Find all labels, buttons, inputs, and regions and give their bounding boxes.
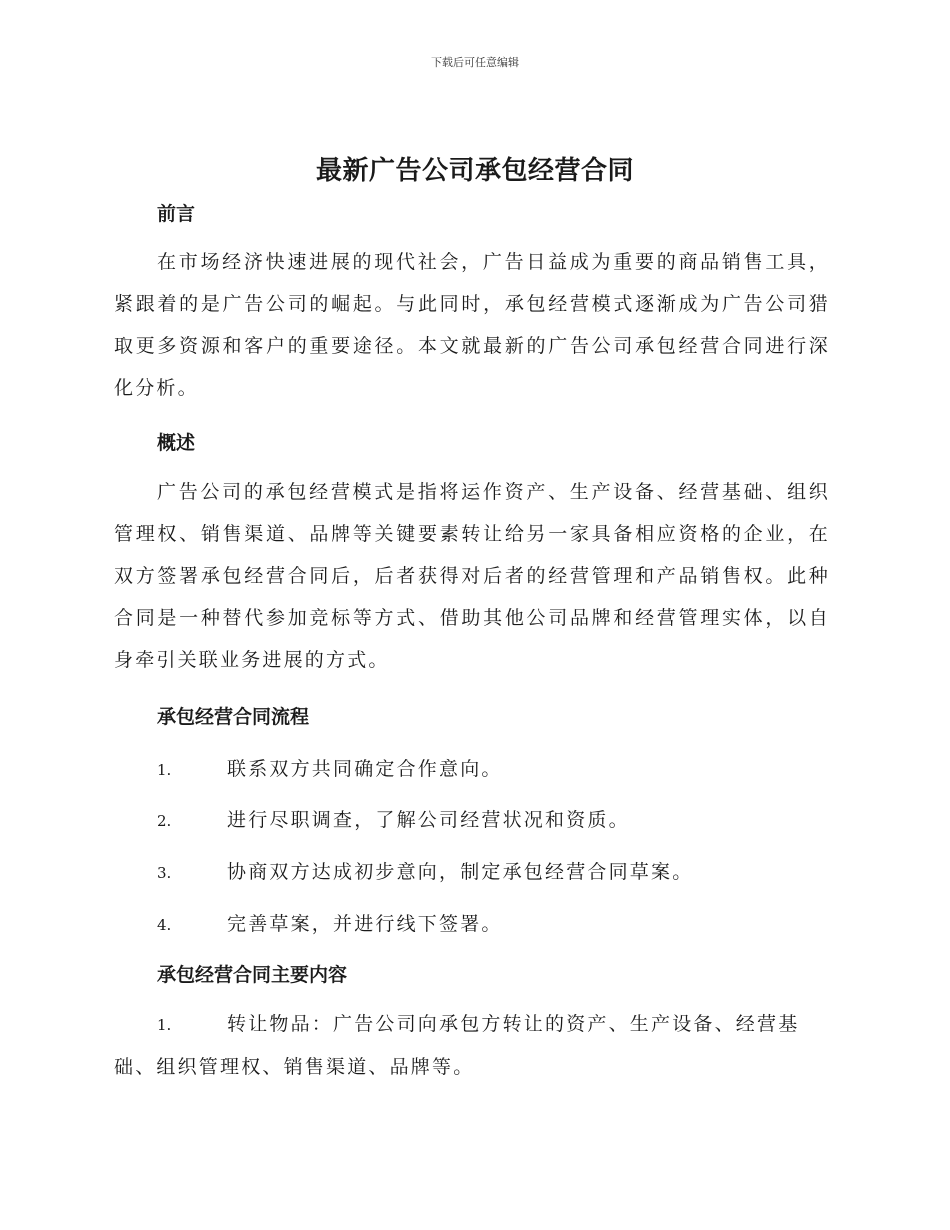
- list-number: 3.: [157, 864, 172, 882]
- list-text: 联系双方共同确定合作意向。: [227, 758, 503, 780]
- section-heading-overview: 概述: [157, 432, 196, 454]
- list-number: 1.: [157, 1016, 172, 1034]
- content-list-item: [114, 1003, 830, 1088]
- process-list-item: [157, 754, 503, 781]
- overview-paragraph: 广告公司的承包经营模式是指将运作资产、生产设备、经营基础、组织管理权、销售渠道、品牌等关键要素转让给另一家具备相应资格的企业，在双方签署承包经营合同后，后者获得对后者的经营管理和产品销售权。此种合同是一种替代参加竞标等方式、借助其他公司品牌和经营管理实体，以自身牵引关联业务进展的方式。: [114, 481, 830, 671]
- list-text: 完善草案，并进行线下签署。: [227, 913, 503, 935]
- process-list-item: [157, 909, 503, 936]
- section-heading-process: 承包经营合同流程: [157, 706, 310, 728]
- section-heading-main-content: 承包经营合同主要内容: [157, 964, 348, 986]
- section-heading-preface: 前言: [157, 203, 196, 225]
- process-list-item: [157, 805, 630, 832]
- list-text: 转让物品：广告公司向承包方转让的资产、生产设备、经营基础、组织管理权、销售渠道、品牌等。: [114, 1013, 800, 1078]
- document-title: 最新广告公司承包经营合同: [315, 156, 634, 186]
- page-header-note: 下载后可任意编辑: [431, 56, 519, 69]
- list-text: 进行尽职调查，了解公司经营状况和资质。: [227, 809, 630, 831]
- list-number: 2.: [157, 812, 172, 830]
- process-list-item: [157, 857, 693, 884]
- list-text: 协商双方达成初步意向，制定承包经营合同草案。: [227, 861, 694, 883]
- list-number: 1.: [157, 761, 172, 779]
- list-number: 4.: [157, 916, 172, 934]
- preface-paragraph: 在市场经济快速进展的现代社会，广告日益成为重要的商品销售工具，紧跟着的是广告公司的崛起。与此同时，承包经营模式逐渐成为广告公司猎取更多资源和客户的重要途径。本文就最新的广告公司承包经营合同进行深化分析。: [114, 251, 830, 399]
